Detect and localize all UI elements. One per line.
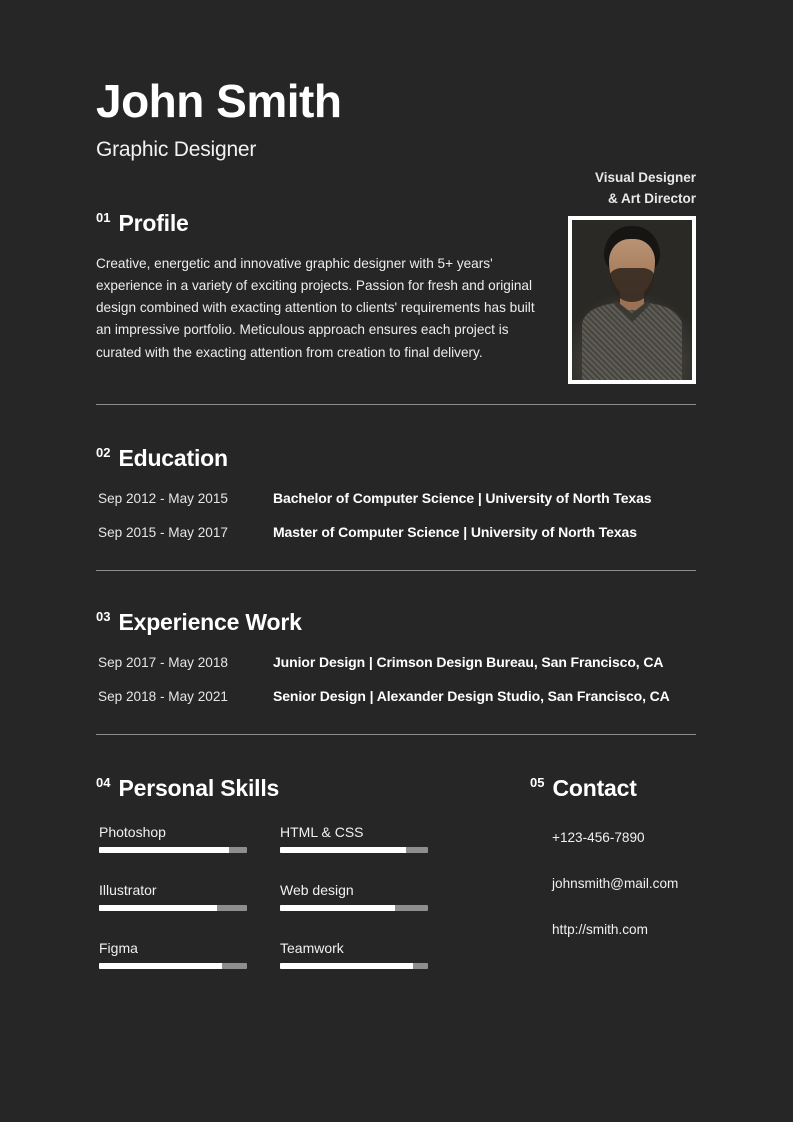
list-item: [96, 654, 696, 670]
entry-date: Sep 2015 - May 2017: [98, 524, 228, 540]
entry-date: Sep 2017 - May 2018: [98, 654, 228, 670]
list-item: [96, 524, 696, 540]
skill-bar: [99, 847, 247, 853]
skill-label: Illustrator: [99, 881, 157, 898]
entry-text: Master of Computer Science | University of North Texas: [273, 523, 637, 540]
skill-item: [99, 940, 249, 969]
section-contact: [528, 775, 696, 998]
section-education: [96, 445, 696, 571]
job-title: Graphic Designer: [96, 138, 257, 161]
section-number: 03: [96, 608, 111, 624]
skill-bar: [280, 847, 428, 853]
section-title: Experience Work: [118, 608, 302, 635]
divider-2-wrap: [96, 570, 696, 571]
contact-email[interactable]: johnsmith@mail.com: [552, 875, 679, 891]
entry-date: Sep 2018 - May 2021: [98, 688, 228, 704]
divider-1-wrap: [96, 404, 696, 405]
skill-bar-fill: [280, 847, 406, 853]
contact-phone[interactable]: +123-456-7890: [552, 829, 645, 845]
entry-text: Bachelor of Computer Science | University of North Texas: [273, 489, 652, 506]
skills-heading: [96, 775, 488, 802]
section-profile: [96, 210, 696, 405]
section-skills: [96, 775, 488, 998]
section-number: 02: [96, 444, 111, 460]
skill-label: Web design: [280, 881, 354, 898]
divider-3-wrap: [96, 734, 696, 735]
avatar: [568, 216, 696, 384]
skill-item: [280, 824, 430, 853]
entry-date: Sep 2012 - May 2015: [98, 490, 228, 506]
contact-heading: [530, 775, 696, 802]
skill-bar-fill: [99, 963, 222, 969]
profile-body-text: Creative, energetic and innovative graphic designer with 5+ years' experience in a variety of exciting projects. Passion for fresh and original design combined with exacting attention to clients' requirements has built an impressive portfolio. Meticulous approach ensures each project is curated with the exacting attention from creation to final delivery.: [96, 256, 535, 360]
skill-bar-fill: [99, 847, 229, 853]
skill-bar: [280, 963, 428, 969]
tagline-line-1: Visual Designer: [594, 170, 696, 185]
section-title: Contact: [552, 774, 637, 801]
header-tagline: [466, 168, 696, 210]
section-number: 01: [96, 210, 111, 225]
skill-bar-fill: [280, 905, 395, 911]
section-title: Personal Skills: [118, 774, 280, 801]
divider: [96, 404, 696, 405]
section-title: Education: [118, 444, 228, 471]
education-heading: [96, 445, 696, 472]
entry-text: Junior Design | Crimson Design Bureau, San Francisco, CA: [273, 653, 664, 670]
skills-column-left: [99, 824, 249, 998]
divider: [96, 570, 696, 571]
section-number: 04: [96, 774, 111, 790]
skill-bar: [99, 905, 247, 911]
bottom-row: [96, 775, 696, 998]
skill-label: Figma: [99, 939, 138, 956]
contact-list: [528, 830, 696, 937]
skills-columns: [96, 824, 488, 998]
skill-item: [280, 882, 430, 911]
entry-text: Senior Design | Alexander Design Studio, San Francisco, CA: [273, 687, 670, 704]
tagline-line-2: & Art Director: [607, 190, 696, 206]
section-number: 05: [530, 774, 545, 790]
skill-item: [280, 940, 430, 969]
skill-label: Photoshop: [99, 823, 166, 840]
skills-column-right: [280, 824, 430, 998]
section-experience: [96, 609, 696, 735]
page-title: John Smith: [96, 75, 342, 127]
skill-bar-fill: [99, 905, 217, 911]
divider: [96, 734, 696, 735]
resume-header: [96, 0, 696, 206]
portrait-photo-icon: [572, 220, 692, 380]
skill-bar: [280, 905, 428, 911]
skill-bar-fill: [280, 963, 413, 969]
list-item: [96, 490, 696, 506]
skill-item: [99, 882, 249, 911]
resume-content: [96, 0, 696, 998]
skill-label: Teamwork: [280, 939, 344, 956]
skill-item: [99, 824, 249, 853]
contact-website[interactable]: http://smith.com: [552, 921, 648, 937]
list-item: [96, 688, 696, 704]
experience-heading: [96, 609, 696, 636]
section-title: Profile: [118, 210, 189, 236]
skill-label: HTML & CSS: [280, 823, 364, 840]
skill-bar: [99, 963, 247, 969]
